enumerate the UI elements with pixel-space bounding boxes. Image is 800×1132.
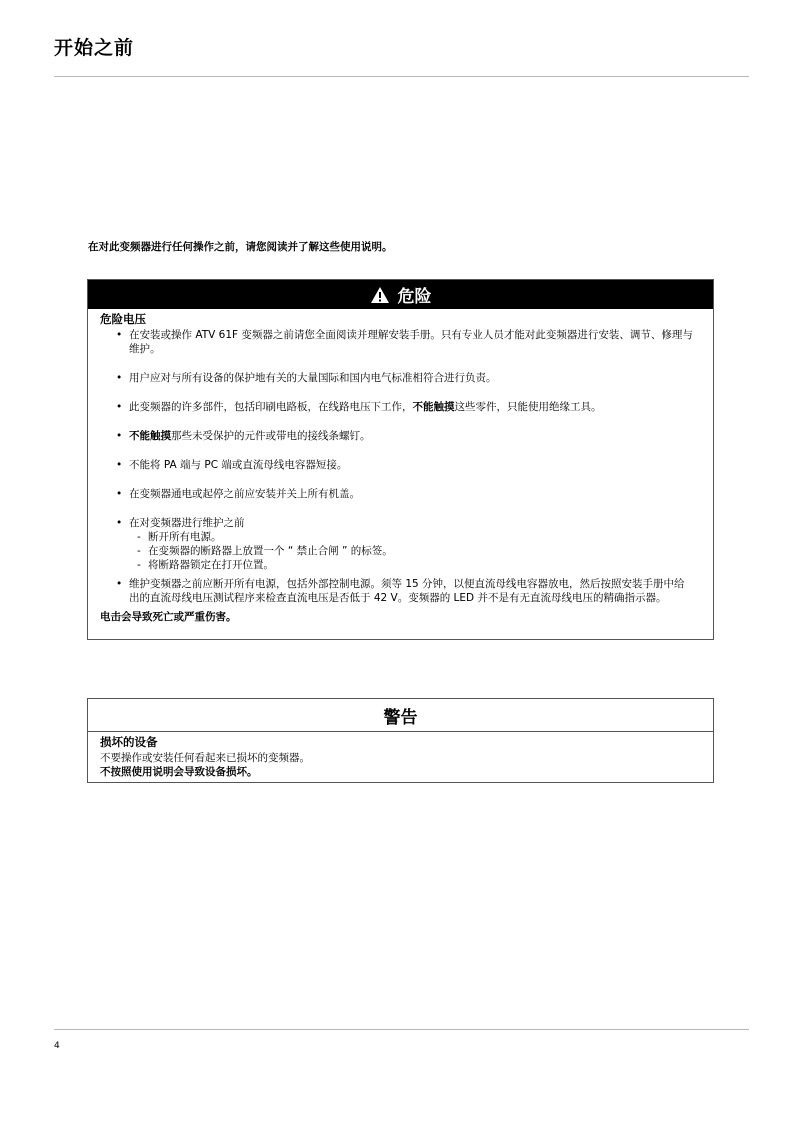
list-item: • 维护变频器之前应断开所有电源，包括外部控制电源。须等 15 分钟，以便直流母线电容器放电，然后按照安装手册中给出的直流母线电压测试程序来检查直流电压是否低于 42 V。变频器的 LED 并不是有无直流母线电压的精确指示器。: [100, 577, 701, 605]
list-item: • 不能触摸那些未受保护的元件或带电的接线条螺钉。: [100, 429, 701, 443]
page-title: 开始之前: [54, 37, 135, 59]
list-item: • 在变频器通电或起停之前应安装并关上所有机盖。: [100, 487, 701, 501]
warning-body: [88, 732, 713, 779]
warning-box: [87, 698, 714, 783]
header-divider: [54, 76, 749, 77]
list-item: • 此变频器的许多部件，包括印刷电路板，在线路电压下工作，不能触摸这些零件，只能使用绝缘工具。: [100, 400, 701, 414]
page-number: 4: [54, 1041, 60, 1051]
intro-text: 在对此变频器进行任何操作之前，请您阅读并了解这些使用说明。: [88, 241, 393, 253]
warning-header: [88, 699, 713, 732]
danger-body: [88, 309, 713, 624]
danger-label: 危险: [397, 287, 432, 307]
danger-subtitle: 危险电压: [100, 312, 146, 326]
footer-divider: [54, 1029, 749, 1030]
sub-list: [129, 530, 693, 572]
sub-list-item: - 将断路器锁定在打开位置。: [137, 558, 693, 572]
warning-triangle-icon: [370, 286, 390, 304]
list-item: • 不能将 PA 端与 PC 端或直流母线电容器短接。: [100, 458, 701, 472]
sub-list-item: - 断开所有电源。: [137, 530, 693, 544]
sub-list-item: - 在变频器的断路器上放置一个 “ 禁止合闸 ” 的标签。: [137, 544, 693, 558]
danger-list: [100, 328, 701, 605]
list-item: • 在对变频器进行维护之前 - 断开所有电源。 - 在变频器的断路器上放置一个 “ 禁止合闸 ” 的标签。 - 将断路器锁定在打开位置。: [100, 516, 701, 572]
danger-box: [87, 279, 714, 640]
warning-subtitle: 损坏的设备: [100, 735, 158, 749]
warning-label: 警告: [383, 707, 418, 728]
danger-consequence: 电击会导致死亡或严重伤害。: [100, 611, 237, 623]
danger-header: [88, 280, 713, 309]
warning-text: 不要操作或安装任何看起来已损坏的变频器。: [100, 752, 310, 764]
list-item: • 在安装或操作 ATV 61F 变频器之前请您全面阅读并理解安装手册。只有专业人员才能对此变频器进行安装、调节、修理与维护。: [100, 328, 701, 356]
warning-consequence: 不按照使用说明会导致设备损坏。: [100, 766, 258, 778]
list-item: • 用户应对与所有设备的保护地有关的大量国际和国内电气标准相符合进行负责。: [100, 371, 701, 385]
